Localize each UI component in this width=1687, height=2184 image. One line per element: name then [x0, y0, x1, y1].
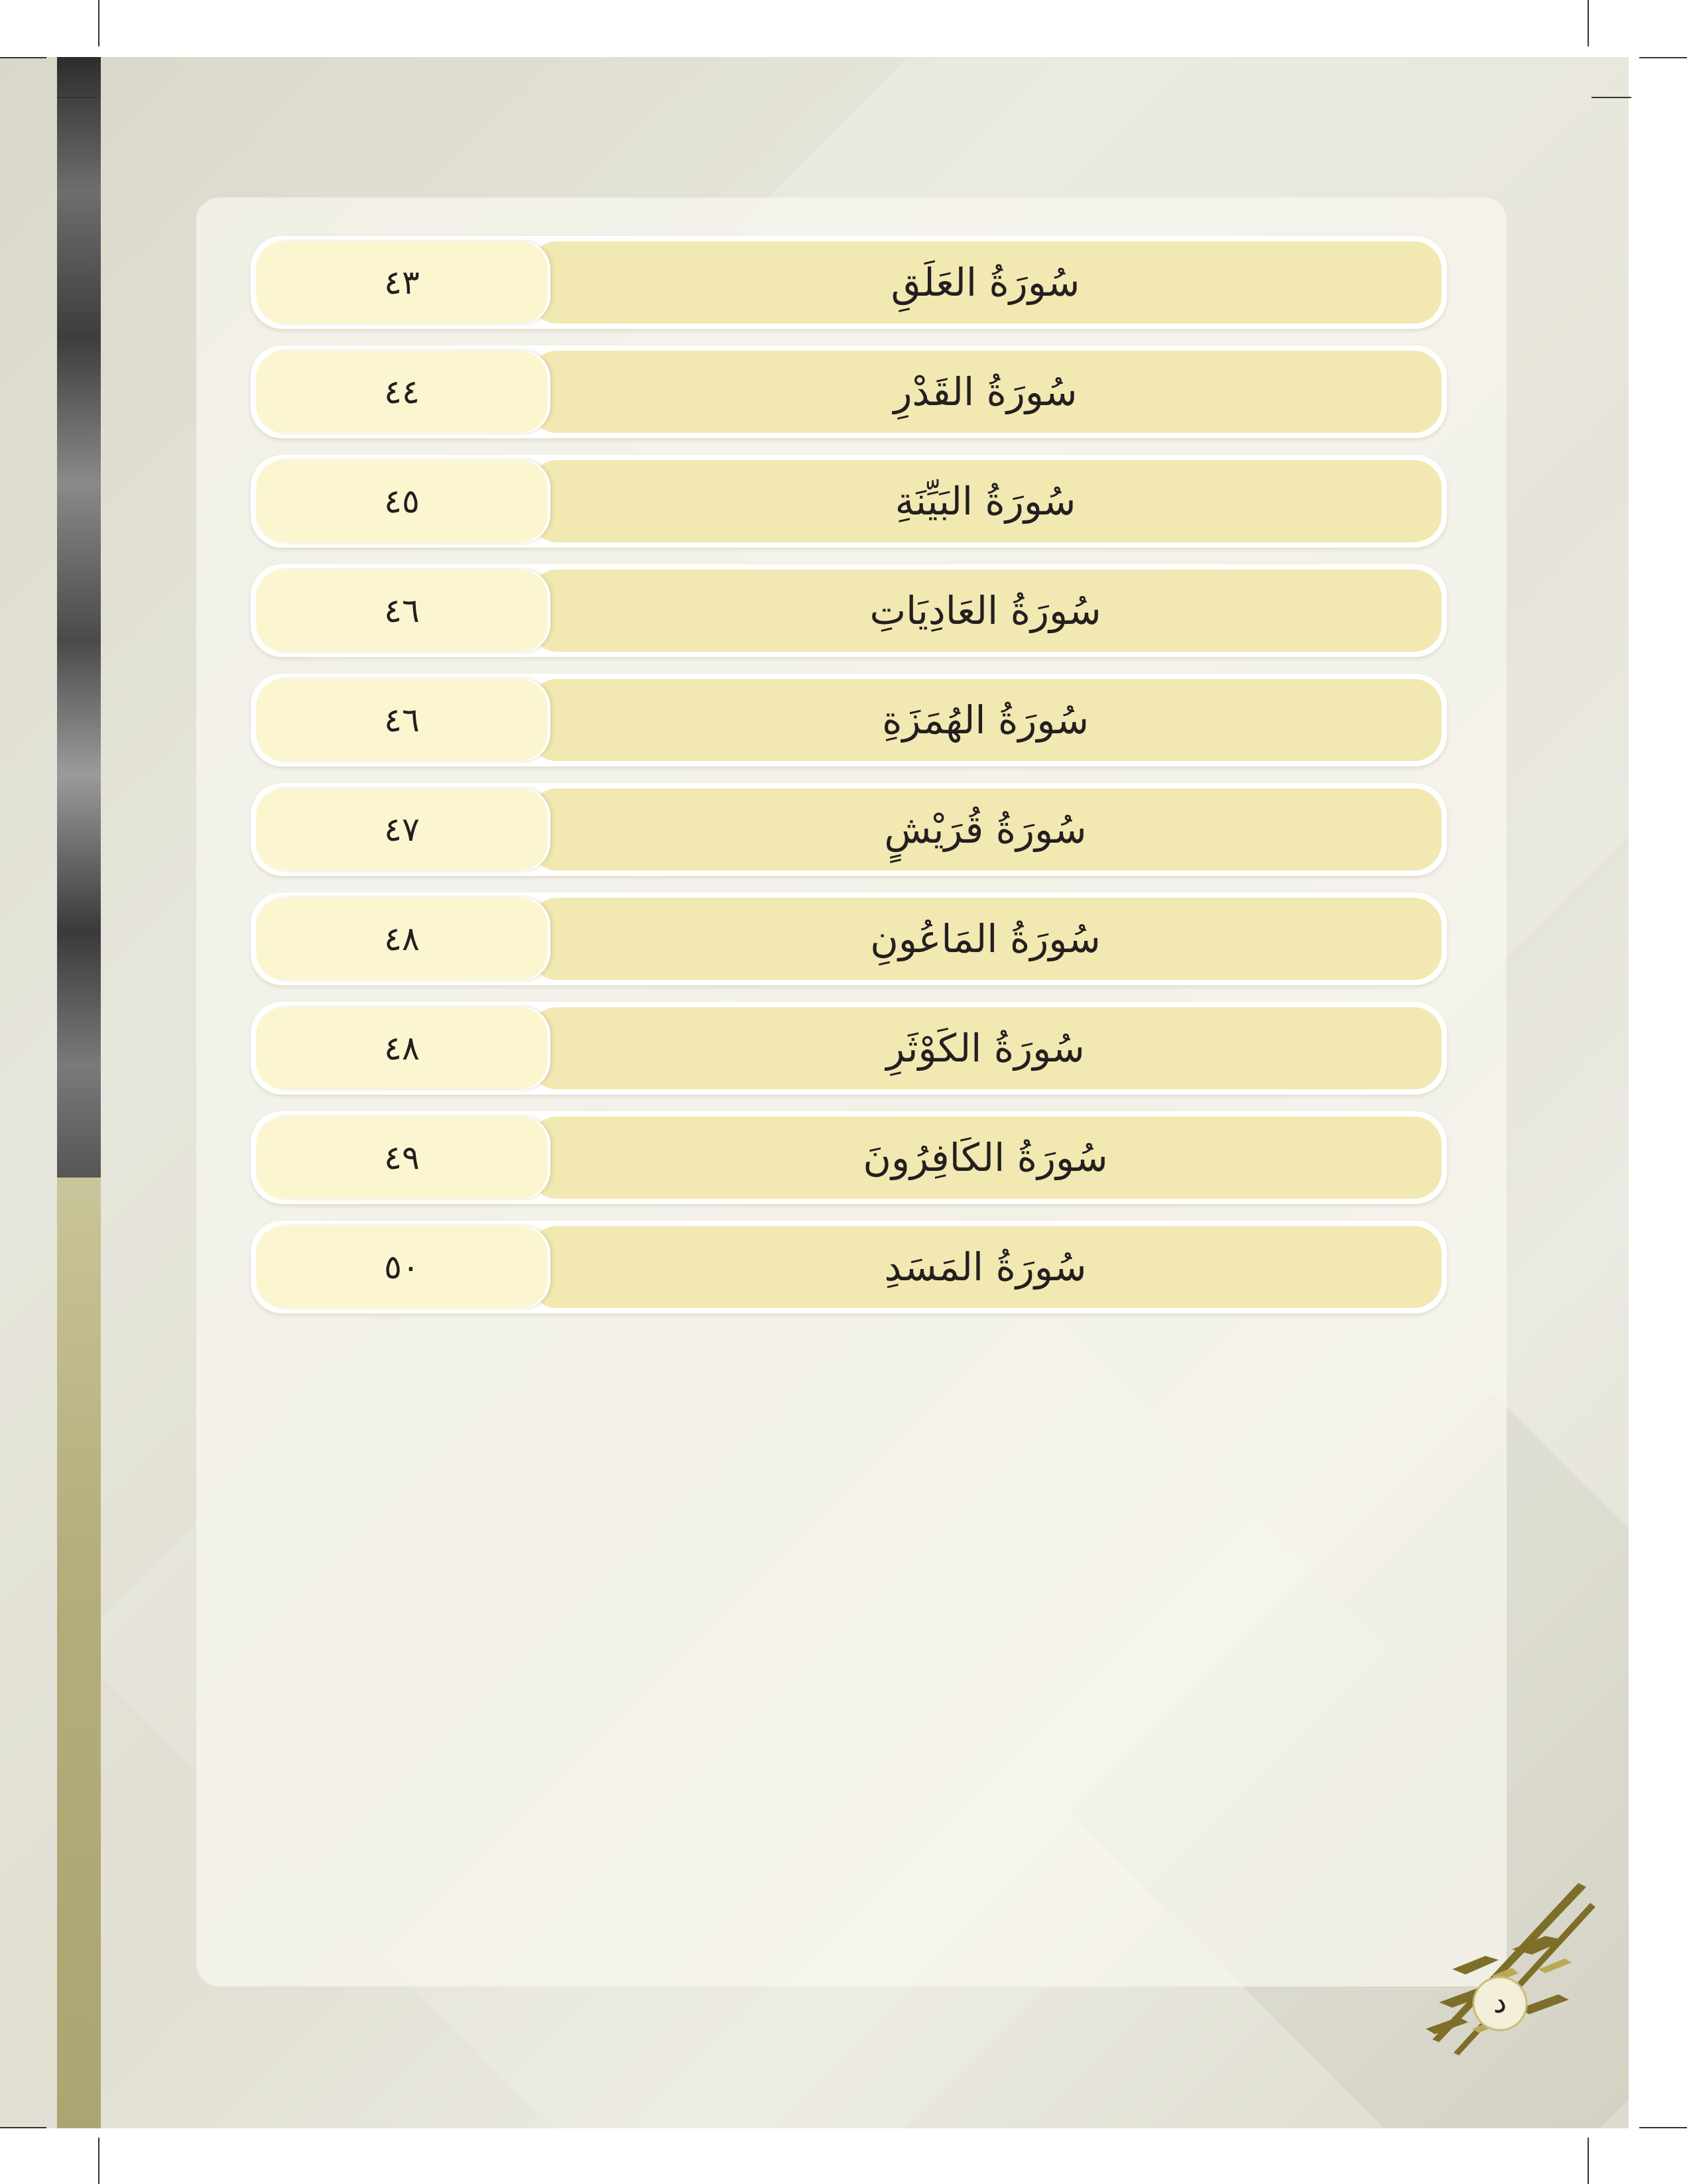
crop-mark — [1592, 97, 1631, 98]
toc-row[interactable] — [251, 1111, 1447, 1204]
crop-mark — [57, 97, 97, 98]
folio-page-letter: د — [1493, 1984, 1507, 2020]
toc-row[interactable] — [251, 892, 1447, 985]
toc-row[interactable] — [251, 1002, 1447, 1095]
crop-mark — [1639, 2127, 1687, 2128]
crop-mark — [1639, 57, 1687, 58]
table-of-contents — [251, 236, 1447, 1330]
crop-mark — [0, 2127, 46, 2128]
crop-mark — [0, 57, 46, 58]
toc-row[interactable] — [251, 455, 1447, 548]
toc-page-number: ٤٩ — [384, 1138, 420, 1177]
toc-title: سُورَةُ العَادِيَاتِ — [869, 588, 1101, 633]
toc-title: سُورَةُ القَدْرِ — [893, 369, 1078, 414]
crop-mark — [1588, 2138, 1589, 2184]
crop-mark — [98, 0, 99, 46]
toc-page-number: ٤٨ — [384, 1029, 420, 1067]
page-number-ornament — [1412, 1876, 1598, 2062]
toc-page-number: ٤٣ — [384, 263, 420, 302]
toc-row[interactable] — [251, 345, 1447, 438]
toc-row[interactable] — [251, 674, 1447, 766]
crop-mark — [98, 2138, 99, 2184]
toc-title: سُورَةُ الهُمَزَةِ — [882, 698, 1089, 743]
toc-row[interactable] — [251, 1221, 1447, 1313]
crop-mark — [1588, 0, 1589, 46]
toc-title: سُورَةُ الكَافِرُونَ — [863, 1135, 1108, 1180]
toc-page-number: ٤٧ — [384, 810, 420, 849]
toc-page-number: ٥٠ — [384, 1248, 420, 1286]
toc-title: سُورَةُ قُرَيْشٍ — [884, 807, 1087, 852]
toc-row[interactable] — [251, 783, 1447, 876]
toc-title: سُورَةُ الكَوْثَرِ — [886, 1026, 1085, 1071]
left-bleed-photo-strip — [57, 57, 101, 1178]
toc-row[interactable] — [251, 236, 1447, 329]
toc-page-number: ٤٨ — [384, 920, 420, 958]
toc-row[interactable] — [251, 564, 1447, 657]
toc-title: سُورَةُ المَسَدِ — [884, 1244, 1087, 1290]
toc-page-number: ٤٦ — [384, 701, 420, 739]
toc-title: سُورَةُ المَاعُونِ — [870, 916, 1101, 961]
toc-title: سُورَةُ البَيِّنَةِ — [895, 479, 1076, 524]
toc-page-number: ٤٤ — [384, 373, 420, 411]
left-bleed-gold-strip — [57, 1178, 101, 2128]
toc-page-number: ٤٥ — [384, 482, 420, 520]
toc-title: سُورَةُ العَلَقِ — [891, 260, 1080, 305]
toc-page-number: ٤٦ — [384, 591, 420, 630]
